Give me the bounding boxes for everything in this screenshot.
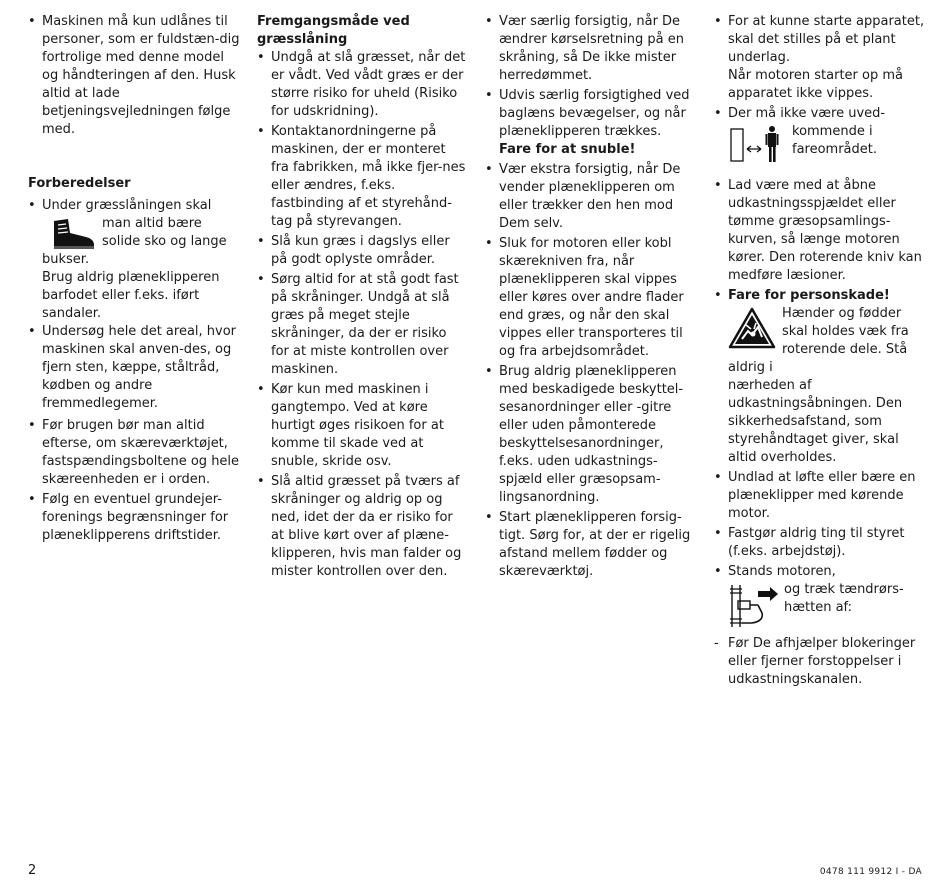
- warning-injury: Fare for personskade!: [728, 288, 890, 303]
- bullet-dot: •: [485, 14, 493, 29]
- bullet-dot: •: [257, 50, 265, 65]
- bullet-check-tool: [28, 417, 240, 489]
- bullet-dot: •: [28, 324, 36, 339]
- section-heading-preparations: Forberedelser: [28, 176, 131, 191]
- bullet-dot: •: [485, 88, 493, 103]
- bullet-text: Lad være med at åbne udkastningsspjældet eller tømme græsopsamlings-kurven, så længe motoren kører. Den roterende kniv kan medføre læsioner.: [728, 178, 922, 283]
- bullet-turn-mower: [485, 161, 695, 233]
- bullet-text-rest: Brug aldrig plæneklipperen barfodet eller f.eks. iført sandaler.: [42, 270, 220, 321]
- bullet-dot: •: [714, 178, 722, 193]
- bullet-dot: •: [28, 198, 36, 213]
- bullet-dot: •: [485, 510, 493, 525]
- bullet-text-wrap: Hænder og fødder skal holdes væk fra roterende dele. Stå aldrig i: [728, 306, 909, 375]
- bullet-dot: •: [714, 106, 722, 121]
- bullet-text: For at kunne starte apparatet, skal det stilles på et plant underlag.: [728, 14, 925, 65]
- bullet-dot: •: [485, 364, 493, 379]
- dash-text: Før De afhjælper blokeringer eller fjerner forstoppelser i udkastningskanalen.: [728, 636, 916, 687]
- bullet-reverse: [485, 87, 695, 159]
- bullet-text: Kontaktanordningerne på maskinen, der er monteret fra fabrikken, må ikke fjer-nes eller ændres, f.eks. fastbinding af et styrehånd-tag på styrevangen.: [271, 124, 466, 229]
- column-2: [257, 13, 467, 581]
- dash-item-blockage: [714, 635, 926, 689]
- bullet-attach-handle: [714, 525, 926, 561]
- bullet-text-wrap: man altid bære solide sko og lange bukser.: [42, 216, 227, 267]
- spark-plug-cap-icon: [728, 583, 778, 629]
- bullet-text: Kør kun med maskinen i gangtempo. Ved at køre hurtigt øges risikoen for at komme til skade ved at snuble, skride osv.: [271, 382, 444, 469]
- boot-icon: [50, 217, 96, 251]
- bullet-dot: •: [714, 526, 722, 541]
- bullet-text: Slå kun græs i dagslys eller på godt oplyste områder.: [271, 234, 450, 267]
- bullet-slopes-footing: [257, 271, 467, 379]
- bullet-owners-association: [28, 491, 240, 545]
- bullet-start-carefully: [485, 509, 695, 581]
- bullet-text: Undlad at løfte eller bære en plæneklipper med kørende motor.: [728, 470, 916, 521]
- bullet-dot: •: [714, 14, 722, 29]
- bullet-across-slopes: [257, 473, 467, 581]
- bullet-text: Maskinen må kun udlånes til personer, som er fuldstæn-dig fortrolige med denne model og håndteringen af den. Husk altid at lade betjeningsvejledningen følge med.: [42, 14, 240, 137]
- bullet-text: Start plæneklipperen forsig-tigt. Sørg for, at der er rigelig afstand mellem fødder og skæreværktøj.: [499, 510, 691, 579]
- bullet-dot: •: [257, 272, 265, 287]
- bullet-dot: •: [257, 124, 265, 139]
- bullet-level-ground: [714, 13, 926, 103]
- bullet-text-wrap: kommende i fareområdet.: [792, 124, 878, 157]
- bullet-text: Undgå at slå græsset, når det er vådt. Ved vådt græs er der større risiko for uheld (Risiko for udskridning).: [271, 50, 466, 119]
- bullet-dot: •: [714, 564, 722, 579]
- bullet-shoes: [28, 197, 240, 323]
- bullet-stop-motor: [485, 235, 695, 361]
- bullet-text: Brug aldrig plæneklipperen med beskadigede beskyttel-sesanordninger eller -gitre eller uden påmonterede beskyttelsesanordninger, f.eks. uden udkastnings-spjæld eller græsopsam-lingsanordning.: [499, 364, 684, 505]
- bullet-dot: •: [257, 382, 265, 397]
- bullet-text: Vær ekstra forsigtig, når De vender plæneklipperen om eller trækker den hen mod Dem selv.: [499, 162, 681, 231]
- bullet-text: Under græsslåningen skal: [42, 198, 212, 213]
- bullet-text-cont: Når motoren starter op må apparatet ikke vippes.: [728, 68, 903, 101]
- bullet-damaged-guards: [485, 363, 695, 507]
- distance-person-icon: [730, 125, 786, 165]
- bullet-dot: •: [485, 236, 493, 251]
- column-1: [28, 13, 240, 545]
- bullet-stop-engine: [714, 563, 926, 629]
- bullet-danger-zone: [714, 105, 926, 165]
- column-4: [714, 13, 926, 689]
- bullet-dot: •: [257, 234, 265, 249]
- bullet-text: Fastgør aldrig ting til styret (f.eks. arbejdstøj).: [728, 526, 905, 559]
- bullet-text: Følg en eventuel grundejer-forenings begrænsninger for plæneklipperens driftstider.: [42, 492, 229, 543]
- bullet-lift-carry: [714, 469, 926, 523]
- bullet-ejection-flap: [714, 177, 926, 285]
- bullet-dot: •: [28, 418, 36, 433]
- bullet-text: Der må ikke være uved-: [728, 106, 886, 121]
- bullet-injury-hazard: [714, 287, 926, 467]
- bullet-text-rest: nærheden af udkastningsåbningen. Den sikkerhedsafstand, som styrehåndtaget giver, skal altid overholdes.: [728, 378, 903, 465]
- bullet-text-wrap: og træk tændrørs-hætten af:: [784, 582, 904, 615]
- bullet-dot: •: [714, 470, 722, 485]
- bullet-text: Sørg altid for at stå godt fast på skråninger. Undgå at slå græs på meget stejle skråninger, da der er risiko for at miste kontrollen over maskinen.: [271, 272, 459, 377]
- page-number: 2: [28, 863, 37, 878]
- bullet-dot: •: [485, 162, 493, 177]
- bullet-wet-grass: [257, 49, 467, 121]
- bullet-text: Vær særlig forsigtig, når De ændrer kørselsretning på en skråning, så De ikke mister herredømmet.: [499, 14, 684, 83]
- bullet-text: Slå altid græsset på tværs af skråninger og aldrig op og ned, idet der da er risiko for at blive kørt over af plæne-klipperen, hvis man falder og mister kontrollen over den.: [271, 474, 462, 579]
- bullet-text: Undersøg hele det areal, hvor maskinen skal anven-des, og fjern sten, kæppe, ståltråd, kødben og andre fremmedlegemer.: [42, 324, 237, 411]
- bullet-walking-pace: [257, 381, 467, 471]
- dash-mark: -: [714, 636, 719, 651]
- bullet-dot: •: [714, 288, 722, 303]
- bullet-lend: [28, 13, 240, 139]
- bullet-text: Udvis særlig forsigtighed ved baglæns bevægelser, og når plæneklipperen trækkes.: [499, 88, 690, 139]
- bullet-text: Sluk for motoren eller kobl skærekniven fra, når plæneklipperen skal vippes eller køres over andre flader end græs, og når den skal vippes eller transporteres til og fra arbejdsområdet.: [499, 236, 684, 359]
- bullet-contact-devices: [257, 123, 467, 231]
- bullet-daylight: [257, 233, 467, 269]
- bullet-text: Før brugen bør man altid efterse, om skæreværktøjet, fastspændingsboltene og hele skæreenheden er i orden.: [42, 418, 240, 487]
- bullet-inspect-area: [28, 323, 240, 413]
- column-3: [485, 13, 695, 581]
- bullet-dot: •: [28, 14, 36, 29]
- section-heading-procedure: Fremgangsmåde ved græsslåning: [257, 14, 410, 47]
- bullet-text: Stands motoren,: [728, 564, 836, 579]
- document-code: 0478 111 9912 I - DA: [819, 867, 922, 877]
- bullet-dot: •: [257, 474, 265, 489]
- bullet-dot: •: [28, 492, 36, 507]
- rotating-blade-warning-icon: [728, 307, 776, 349]
- warning-trip: Fare for at snuble!: [499, 142, 636, 157]
- bullet-change-direction: [485, 13, 695, 85]
